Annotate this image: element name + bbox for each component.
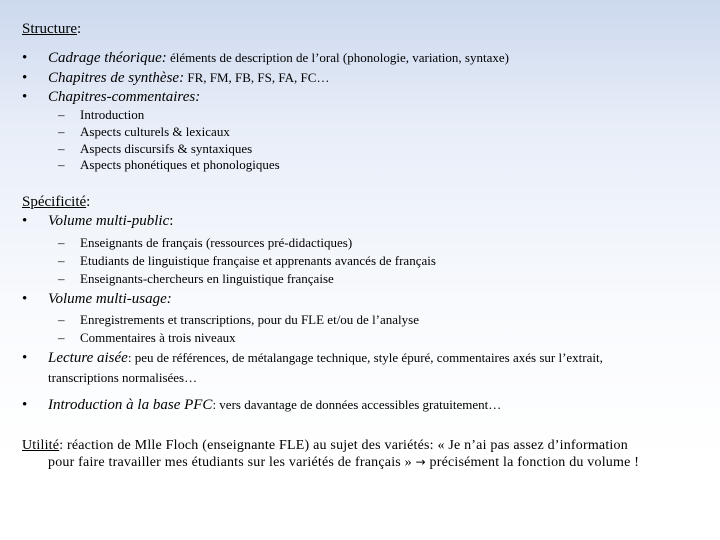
multi-usage-label: Volume multi-usage:	[48, 291, 172, 307]
dash: –	[58, 235, 65, 250]
intro-pfc-text: : vers davantage de données accessibles gratuitement…	[212, 397, 502, 412]
lecture-text-line2: transcriptions normalisées…	[48, 370, 198, 385]
dash: –	[58, 124, 65, 139]
utilite-text-line1: : réaction de Mlle Floch (enseignante FLE) au sujet des variétés: « Je n’ai pas assez d’information	[59, 438, 628, 453]
dash: –	[58, 330, 65, 345]
sub-item-text: Enregistrements et transcriptions, pour du FLE et/ou de l’analyse	[80, 312, 419, 327]
arrow-right-icon: →	[415, 455, 426, 469]
intro-pfc-label: Introduction à la base PFC	[48, 397, 213, 413]
multi-public-label: Volume multi-public	[48, 213, 170, 229]
sub-item-text: Etudiants de linguistique française et apprenants avancés de français	[80, 253, 436, 268]
dash: –	[58, 107, 65, 122]
utilite-paragraph	[22, 437, 712, 471]
structure-heading-text: Structure	[22, 21, 77, 37]
bullet-dot: •	[22, 213, 28, 229]
sub-item-text: Aspects phonétiques et phonologiques	[80, 157, 280, 172]
structure-heading-colon: :	[76, 21, 82, 37]
synthese-text: FR, FM, FB, FS, FA, FC…	[184, 70, 330, 85]
lecture-label: Lecture aisée	[48, 350, 128, 366]
utilite-text-line2a: pour faire travailler mes étudiants sur les variétés de français »	[48, 455, 416, 470]
sub-item-text: Aspects culturels & lexicaux	[80, 124, 230, 139]
dash: –	[58, 312, 65, 327]
utilite-text-line2b: précisément la fonction du volume !	[425, 455, 640, 470]
multi-public-colon: :	[169, 213, 174, 229]
bullet-dot: •	[22, 50, 28, 66]
sub-item-text: Enseignants-chercheurs en linguistique française	[80, 271, 334, 286]
sub-item-text: Aspects discursifs & syntaxiques	[80, 141, 253, 156]
lecture-text: : peu de références, de métalangage technique, style épuré, commentaires axés sur l’extrait,	[127, 350, 603, 365]
dash: –	[58, 253, 65, 268]
sub-item-text: Enseignants de français (ressources pré-didactiques)	[80, 235, 353, 250]
bullet-dot: •	[22, 350, 28, 366]
dash: –	[58, 157, 65, 172]
bullet-dot: •	[22, 397, 28, 413]
dash: –	[58, 271, 65, 286]
commentaires-label: Chapitres-commentaires:	[48, 89, 201, 105]
specificite-heading-text: Spécificité	[22, 194, 87, 210]
bullet-dot: •	[22, 89, 28, 105]
bullet-dot: •	[22, 70, 28, 86]
cadrage-label: Cadrage théorique:	[48, 50, 167, 66]
synthese-label: Chapitres de synthèse:	[48, 70, 185, 86]
specificite-heading	[22, 194, 90, 211]
bullet-dot: •	[22, 291, 28, 307]
dash: –	[58, 141, 65, 156]
specificite-heading-colon: :	[86, 194, 91, 210]
sub-item-text: Commentaires à trois niveaux	[80, 330, 236, 345]
cadrage-text: éléments de description de l’oral (phonologie, variation, syntaxe)	[166, 50, 509, 65]
sub-item-text: Introduction	[80, 107, 145, 122]
structure-heading	[22, 21, 81, 38]
utilite-label: Utilité	[22, 438, 60, 453]
